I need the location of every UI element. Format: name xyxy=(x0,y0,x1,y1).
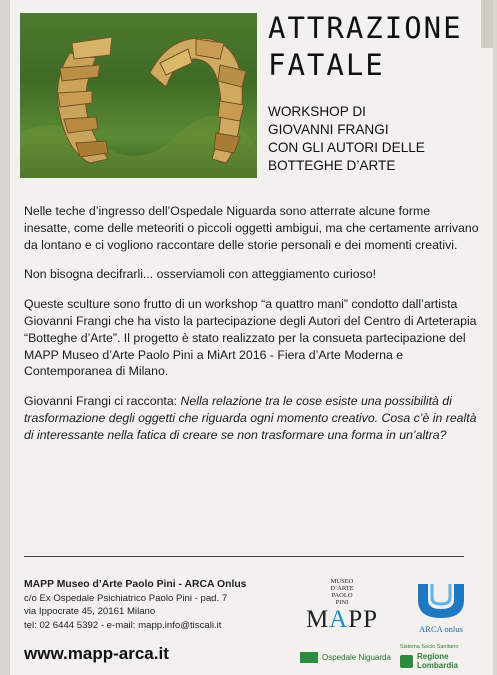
mapp-logo-wordmark xyxy=(296,606,388,634)
niguarda-mark-icon xyxy=(300,652,318,663)
contact-block xyxy=(24,578,294,632)
contact-org: MAPP Museo d’Arte Paolo Pini - ARCA Onlus xyxy=(24,579,247,590)
mapp-pp: PP xyxy=(348,606,379,633)
paragraph-4 xyxy=(24,393,479,443)
regione-word: Regione xyxy=(417,652,449,661)
subtitle-line-1: WORKSHOP DI xyxy=(268,104,366,119)
quote-text: Nella relazione tra le cose esiste una possibilità di trasformazione degli oggetti che riguarda ogni momento creativo. Cosa c’è in realtà di interessante nella fatica di creare se non trasformare una forma in un’altra? xyxy=(24,394,477,442)
mapp-small-1: MUSEO xyxy=(330,578,354,585)
mapp-small-3: PAOLO xyxy=(331,592,353,599)
paragraph-2: Non bisogna decifrarli... osserviamoli con atteggiamento curioso! xyxy=(24,267,377,282)
contact-address-2: via Ippocrate 45, 20161 Milano xyxy=(24,606,156,618)
regione-top-text: Sistema Socio Sanitario xyxy=(400,644,459,650)
contact-address-1: c/o Ex Ospedale Psichiatrico Paolo Pini - pad. 7 xyxy=(24,592,228,604)
website-link[interactable]: www.mapp-arca.it xyxy=(24,644,169,663)
subtitle-line-3: CON GLI AUTORI DELLE xyxy=(268,140,425,155)
niguarda-logo xyxy=(300,652,391,663)
regione-name xyxy=(417,652,458,670)
subtitle xyxy=(268,103,490,175)
arca-text: ARCA onlus xyxy=(419,624,463,634)
contact-phone-email: tel: 02 6444 5392 - e-mail: mapp.info@tiscali.it xyxy=(24,619,222,631)
lombardia-word: Lombardia xyxy=(417,661,458,670)
mapp-m: M xyxy=(305,606,330,633)
sculpture-photo xyxy=(20,13,257,178)
divider xyxy=(24,556,464,557)
mapp-small-2: D’ARTE xyxy=(330,585,354,592)
mapp-logo xyxy=(296,578,388,634)
regione-lombardia-logo xyxy=(400,644,480,670)
title-line-2: FATALE xyxy=(268,48,385,82)
subtitle-line-2: GIOVANNI FRANGI xyxy=(268,122,389,137)
arca-logo xyxy=(408,580,474,640)
title-line-1: ATTRAZIONE xyxy=(268,11,463,45)
mapp-small-4: PINI xyxy=(335,599,349,606)
arca-u-icon xyxy=(408,580,474,624)
niguarda-label: Ospedale Niguarda xyxy=(322,653,391,662)
quote-lead: Giovanni Frangi ci racconta: xyxy=(24,394,181,409)
paragraph-3: Queste sculture sono frutto di un workshop “a quattro mani” condotto dall’artista Giovanni Frangi che ha visto la partecipazione degli Autori del Centro di Arteterapia “Botteghe d’Arte”. Il progetto è stato realizzato per la consueta partecipazione del MAPP Museo d’Arte Paolo Pini a MiArt 2016 - Fiera d’Arte Moderna e Contemporanea di Milano. xyxy=(24,297,477,379)
paragraph-1: Nelle teche d’ingresso dell’Ospedale Niguarda sono atterrate alcune forme inesatte, come delle meteoriti o piccoli oggetti ambigui, ma che certamente arrivano da lontano e ci vogliono raccontare delle storie personali e dei momenti creativi. xyxy=(24,204,479,252)
handwritten-title xyxy=(268,10,490,84)
mapp-a: A xyxy=(329,606,349,633)
mapp-logo-small-text xyxy=(296,578,388,606)
body-text xyxy=(24,203,479,457)
subtitle-line-4: BOTTEGHE D’ARTE xyxy=(268,158,396,173)
rosa-camuna-icon xyxy=(400,655,413,668)
regione-row xyxy=(400,652,480,670)
